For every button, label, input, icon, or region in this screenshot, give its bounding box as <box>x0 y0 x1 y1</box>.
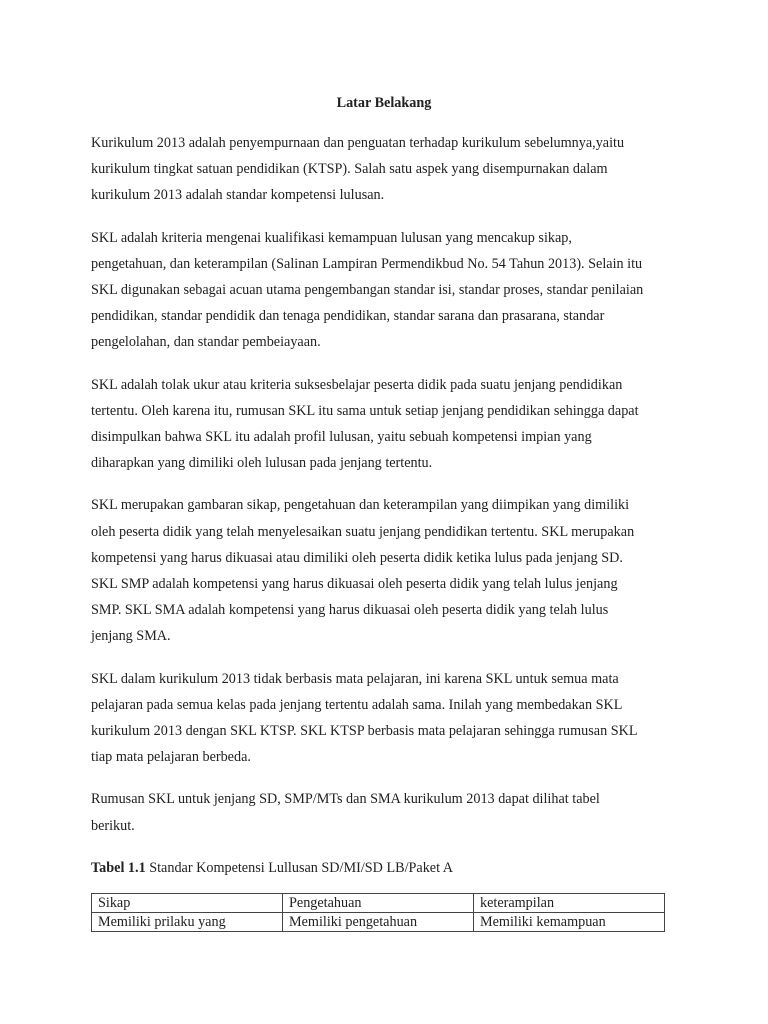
paragraph-line: disimpulkan bahwa SKL itu adalah profil lulusan, yaitu sebuah kompetensi impian yang <box>91 429 592 446</box>
paragraph-6 <box>91 786 691 838</box>
paragraph-line: kurikulum 2013 dengan SKL KTSP. SKL KTSP berbasis mata pelajaran sehingga rumusan SKL <box>91 723 638 740</box>
paragraph-line: Kurikulum 2013 adalah penyempurnaan dan penguatan terhadap kurikulum sebelumnya,yaitu <box>91 135 625 151</box>
table-cell: Memiliki kemampuan <box>474 912 665 931</box>
paragraph-line: diharapkan yang dimiliki oleh lulusan pada jenjang tertentu. <box>91 455 433 472</box>
paragraph-2 <box>91 225 691 356</box>
paragraph-line: tiap mata pelajaran berbeda. <box>91 749 251 766</box>
paragraph-line: pengelolahan, dan standar pembeiayaan. <box>91 334 321 351</box>
table-caption <box>91 855 691 881</box>
paragraph-line: oleh peserta didik yang telah menyelesaikan suatu jenjang pendidikan tertentu. SKL merupakan <box>91 523 635 540</box>
paragraph-line: SKL SMP adalah kompetensi yang harus dikuasai oleh peserta didik yang telah lulus jenjang <box>91 576 618 593</box>
paragraph-line: SKL dalam kurikulum 2013 tidak berbasis mata pelajaran, ini karena SKL untuk semua mata <box>91 670 619 687</box>
paragraph-line: kompetensi yang harus dikuasai atau dimiliki oleh peserta didik ketika lulus pada jenjang SD. <box>91 549 623 566</box>
paragraph-line: pendidikan, standar pendidik dan tenaga pendidikan, standar sarana dan prasarana, standar <box>91 308 605 325</box>
table-caption-text: Standar Kompetensi Lullusan SD/MI/SD LB/Paket A <box>145 859 454 876</box>
table-row <box>92 912 665 931</box>
table-caption-label: Tabel 1.1 <box>91 859 146 876</box>
paragraph-4 <box>91 492 691 649</box>
document-body <box>91 130 691 932</box>
paragraph-line: kurikulum tingkat satuan pendidikan (KTSP). Salah satu aspek yang disempurnakan dalam <box>91 161 608 178</box>
paragraph-line: SMP. SKL SMA adalah kompetensi yang harus dikuasai oleh peserta didik yang telah lulus <box>91 602 609 619</box>
table-header-cell: Sikap <box>92 893 283 912</box>
paragraph-line: pelajaran pada semua kelas pada jenjang tertentu adalah sama. Inilah yang membedakan SKL <box>91 696 623 713</box>
table-header-cell: Pengetahuan <box>283 893 474 912</box>
paragraph-line: kurikulum 2013 adalah standar kompetensi lulusan. <box>91 187 385 204</box>
document-title: Latar Belakang <box>336 95 432 111</box>
paragraph-line: SKL adalah kriteria mengenai kualifikasi kemampuan lulusan yang mencakup sikap, <box>91 229 572 246</box>
paragraph-line: SKL digunakan sebagai acuan utama pengembangan standar isi, standar proses, standar penilaian <box>91 282 644 299</box>
paragraph-line: berikut. <box>91 817 135 834</box>
paragraph-line: SKL adalah tolak ukur atau kriteria suksesbelajar peserta didik pada suatu jenjang pendidikan <box>91 376 623 393</box>
paragraph-line: pengetahuan, dan keterampilan (Salinan Lampiran Permendikbud No. 54 Tahun 2013). Selain itu <box>91 255 643 272</box>
paragraph-5 <box>91 666 691 771</box>
paragraph-line: Rumusan SKL untuk jenjang SD, SMP/MTs dan SMA kurikulum 2013 dapat dilihat tabel <box>91 791 600 808</box>
paragraph-line: tertentu. Oleh karena itu, rumusan SKL itu sama untuk setiap jenjang pendidikan sehingga dapat <box>91 402 639 419</box>
table-header-row <box>92 893 665 912</box>
paragraph-line: jenjang SMA. <box>91 628 171 645</box>
paragraph-3 <box>91 372 691 477</box>
table-cell: Memiliki pengetahuan <box>283 912 474 931</box>
table-header-cell: keterampilan <box>474 893 665 912</box>
paragraph-1 <box>91 130 691 209</box>
skl-table <box>91 893 665 932</box>
table-cell: Memiliki prilaku yang <box>92 912 283 931</box>
paragraph-line: SKL merupakan gambaran sikap, pengetahuan dan keterampilan yang diimpikan yang dimiliki <box>91 497 630 514</box>
